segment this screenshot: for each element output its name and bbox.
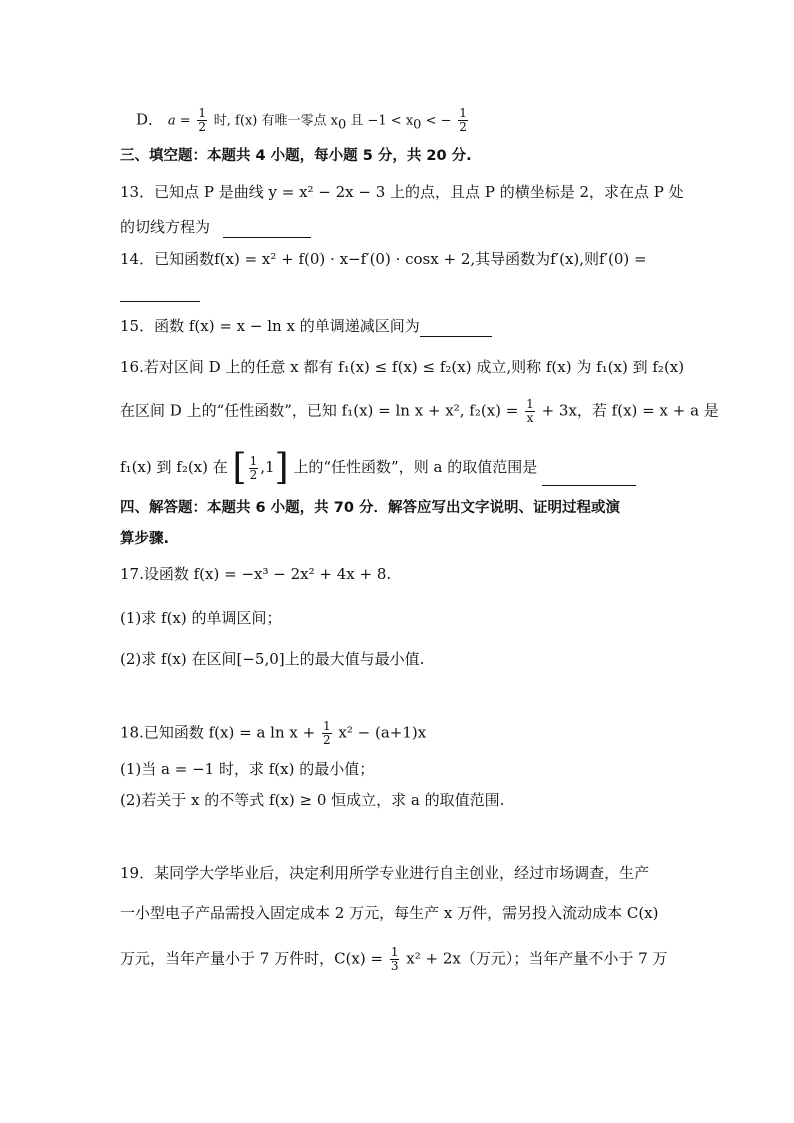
question-15: 15．函数 f(x) = x − ln x 的单调递减区间为: [120, 315, 680, 337]
question-19-line-2: 一小型电子产品需投入固定成本 2 万元，每生产 x 万件，需另投入流动成本 C(x): [120, 904, 659, 922]
section-4-heading-line-1: 四、解答题：本题共 6 小题，共 70 分．解答应写出文字说明、证明过程或演: [120, 500, 620, 516]
option-d-label: D．: [136, 110, 164, 129]
question-19-line-3: 万元，当年产量小于 7 万件时，C(x) = $\frac{1}{3}$ x² + 2x（万元）；当年产量不小于 7 万: [120, 945, 668, 973]
option-d: D． a = $\frac{1}{2}$ 时, f(x) 有唯一零点 $x_0$ 且 $-1 < x_0$ < − $\frac{1}{2}$: [136, 106, 467, 134]
option-d-text: 时, f(x) 有唯一零点 x: [213, 113, 338, 129]
question-16-line-3: f₁(x) 到 f₂(x) 在 [ $\frac{1}{2}$ ,1] 上的“任性函数”，则 a 的取值范围是: [120, 450, 680, 486]
fraction-half: $\frac{1}{2}$: [198, 106, 207, 134]
answer-blank-14: [120, 285, 200, 302]
question-13-line-1: 13．已知点 P 是曲线 y = x² − 2x − 3 上的点，且点 P 的横坐标是 2，求在点 P 处: [120, 183, 684, 201]
fraction-half-q18: $\frac{1}{2}$: [322, 719, 331, 747]
question-18-part-2: (2)若关于 x 的不等式 f(x) ≥ 0 恒成立，求 a 的取值范围.: [120, 791, 505, 809]
answer-blank-15: [420, 320, 492, 337]
question-17-part-1: (1)求 f(x) 的单调区间；: [120, 609, 282, 627]
answer-blank-16: [542, 469, 636, 486]
interval-right-bracket: ]: [274, 447, 289, 488]
section-4-heading-line-2: 算步骤.: [120, 531, 170, 547]
question-13-line-2: 的切线方程为: [120, 216, 680, 238]
fraction-1-over-x: $\frac{1}{x}$: [526, 397, 534, 425]
question-14-line-2: [120, 280, 680, 302]
question-19-line-1: 19．某同学大学毕业后，决定利用所学专业进行自主创业，经过市场调查，生产: [120, 864, 650, 882]
question-18: 18.已知函数 f(x) = a ln x + $\frac{1}{2}$ x² − (a+1)x: [120, 719, 427, 747]
question-14-line-1: 14．已知函数f(x) = x² + f(0) · x−f′(0) · cosx + 2,其导函数为f′(x),则f′(0) =: [120, 250, 647, 268]
question-16-line-2: 在区间 D 上的“任性函数”，已知 f₁(x) = ln x + x², f₂(x) = $\frac{1}{x}$ + 3x，若 f(x) = x + a 是: [120, 397, 719, 425]
section-3-heading: 三、填空题：本题共 4 小题，每小题 5 分，共 20 分.: [120, 148, 472, 164]
fraction-end: $\frac{1}{2}$: [459, 106, 467, 134]
question-17-part-2: (2)求 f(x) 在区间[−5,0]上的最大值与最小值.: [120, 650, 425, 668]
fraction-third: $\frac{1}{3}$: [390, 945, 399, 973]
option-d-var: a =: [167, 113, 191, 129]
interval-left-bracket: [: [232, 447, 247, 488]
answer-blank-13: [223, 221, 311, 238]
question-17: 17.设函数 f(x) = −x³ − 2x² + 4x + 8.: [120, 565, 392, 583]
fraction-interval: $\frac{1}{2}$: [249, 453, 258, 482]
question-16-line-1: 16.若对区间 D 上的任意 x 都有 f₁(x) ≤ f(x) ≤ f₂(x) 成立,则称 f(x) 为 f₁(x) 到 f₂(x): [120, 358, 685, 376]
question-18-part-1: (1)当 a = −1 时，求 f(x) 的最小值；: [120, 760, 375, 778]
